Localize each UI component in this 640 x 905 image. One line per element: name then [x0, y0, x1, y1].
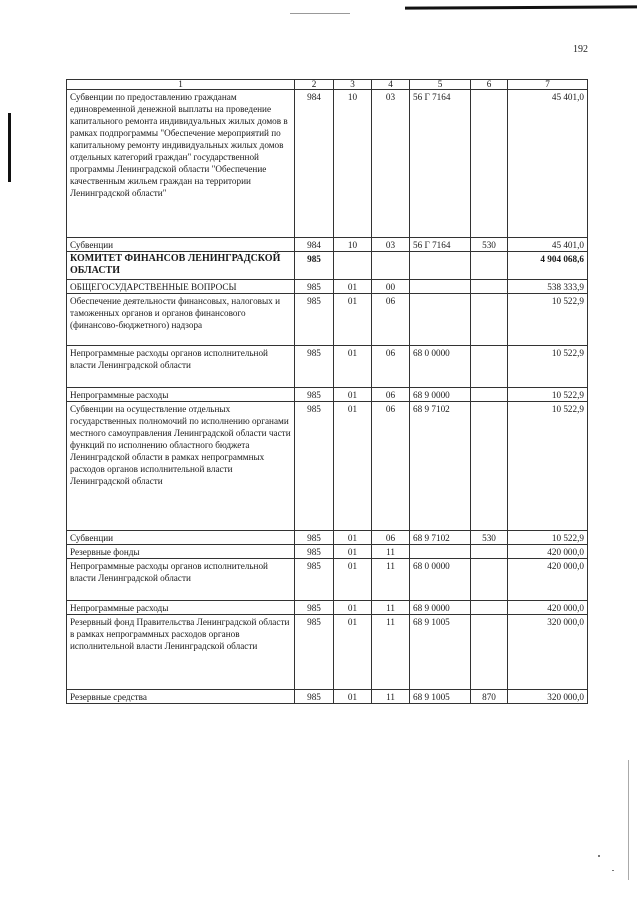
column-header: 5: [410, 80, 471, 90]
scan-artifact-line: [290, 13, 350, 14]
ministry-code: 985: [295, 615, 334, 690]
scan-artifact-line: [405, 5, 637, 9]
subsection-code: 06: [372, 402, 410, 531]
target-article-code: [410, 545, 471, 559]
scan-speck: [612, 870, 614, 871]
amount: 320 000,0: [508, 690, 588, 704]
ministry-code: 985: [295, 252, 334, 280]
section-code: 10: [334, 90, 372, 238]
target-article-code: 68 0 0000: [410, 346, 471, 388]
amount: 10 522,9: [508, 402, 588, 531]
subsection-code: [372, 252, 410, 280]
target-article-code: [410, 280, 471, 294]
expense-type-code: [471, 388, 508, 402]
expense-name: Резервные средства: [67, 690, 295, 704]
expense-name: Обеспечение деятельности финансовых, налоговых и таможенных органов и органов финансового (финансово-бюджетного) надзора: [67, 294, 295, 346]
table-row: [67, 545, 588, 559]
table-row: [67, 559, 588, 601]
subsection-code: 06: [372, 388, 410, 402]
expense-name: ОБЩЕГОСУДАРСТВЕННЫЕ ВОПРОСЫ: [67, 280, 295, 294]
column-header: 6: [471, 80, 508, 90]
section-code: 01: [334, 346, 372, 388]
expense-type-code: [471, 280, 508, 294]
section-code: 01: [334, 294, 372, 346]
subsection-code: 06: [372, 294, 410, 346]
ministry-code: 985: [295, 690, 334, 704]
column-header: 3: [334, 80, 372, 90]
section-code: 01: [334, 280, 372, 294]
expense-type-code: [471, 601, 508, 615]
amount: 420 000,0: [508, 601, 588, 615]
section-code: 01: [334, 615, 372, 690]
ministry-code: 985: [295, 294, 334, 346]
expense-name: Субвенции по предоставлению гражданам единовременной денежной выплаты на проведение капитального ремонта индивидуальных жилых домов в рамках подпрограммы "Обеспечение мероприятий по капитальному ремонту индивидуальных жилых домов отдельных категорий граждан" государственной программы Ленинградской области "Обеспечение качественным жильем граждан на территории Ленинградской области": [67, 90, 295, 238]
amount: 10 522,9: [508, 294, 588, 346]
ministry-code: 984: [295, 238, 334, 252]
amount: 420 000,0: [508, 559, 588, 601]
ministry-code: 985: [295, 531, 334, 545]
budget-table: [66, 79, 588, 704]
target-article-code: [410, 252, 471, 280]
expense-type-code: [471, 559, 508, 601]
ministry-code: 985: [295, 280, 334, 294]
expense-name: Непрограммные расходы органов исполнительной власти Ленинградской области: [67, 346, 295, 388]
expense-name: Непрограммные расходы органов исполнительной власти Ленинградской области: [67, 559, 295, 601]
target-article-code: 68 9 1005: [410, 690, 471, 704]
scan-speck: [598, 855, 600, 857]
section-code: 01: [334, 531, 372, 545]
page-number: 192: [573, 44, 588, 55]
expense-name: Непрограммные расходы: [67, 388, 295, 402]
expense-type-code: [471, 294, 508, 346]
amount: 45 401,0: [508, 90, 588, 238]
amount: 45 401,0: [508, 238, 588, 252]
column-header: 4: [372, 80, 410, 90]
target-article-code: 68 9 1005: [410, 615, 471, 690]
ministry-code: 985: [295, 559, 334, 601]
column-header: 2: [295, 80, 334, 90]
subsection-code: 11: [372, 545, 410, 559]
table-row: [67, 601, 588, 615]
section-code: 01: [334, 402, 372, 531]
table-row: [67, 388, 588, 402]
expense-name: КОМИТЕТ ФИНАНСОВ ЛЕНИНГРАДСКОЙ ОБЛАСТИ: [67, 252, 295, 280]
amount: 538 333,9: [508, 280, 588, 294]
subsection-code: 11: [372, 559, 410, 601]
subsection-code: 03: [372, 90, 410, 238]
scan-artifact-margin-bar: [8, 113, 11, 182]
subsection-code: 11: [372, 601, 410, 615]
expense-type-code: [471, 252, 508, 280]
expense-name: Субвенции: [67, 531, 295, 545]
section-code: 01: [334, 388, 372, 402]
target-article-code: 56 Г 7164: [410, 90, 471, 238]
table-row: [67, 615, 588, 690]
expense-type-code: 870: [471, 690, 508, 704]
subsection-code: 03: [372, 238, 410, 252]
table-row: [67, 346, 588, 388]
section-code: 01: [334, 601, 372, 615]
target-article-code: 68 9 0000: [410, 601, 471, 615]
target-article-code: [410, 294, 471, 346]
section-code: [334, 252, 372, 280]
table-header-row: [67, 80, 588, 90]
ministry-code: 985: [295, 388, 334, 402]
expense-type-code: 530: [471, 531, 508, 545]
expense-name: Резервные фонды: [67, 545, 295, 559]
scan-artifact-edge: [628, 760, 629, 880]
expense-name: Субвенции на осуществление отдельных государственных полномочий по исполнению органами местного самоуправления Ленинградской области части функций по исполнению областного бюджета Ленинградской области в рамках непрограммных расходов органов исполнительной власти Ленинградской области: [67, 402, 295, 531]
ministry-code: 985: [295, 601, 334, 615]
expense-type-code: [471, 615, 508, 690]
expense-type-code: [471, 545, 508, 559]
subsection-code: 11: [372, 615, 410, 690]
expense-name: Непрограммные расходы: [67, 601, 295, 615]
expense-type-code: [471, 90, 508, 238]
subsection-code: 00: [372, 280, 410, 294]
table-row: [67, 690, 588, 704]
ministry-code: 985: [295, 346, 334, 388]
table-row: [67, 402, 588, 531]
column-header: 7: [508, 80, 588, 90]
table-row: [67, 90, 588, 238]
section-code: 01: [334, 559, 372, 601]
table-row: [67, 294, 588, 346]
ministry-code: 985: [295, 402, 334, 531]
amount: 10 522,9: [508, 531, 588, 545]
expense-name: Субвенции: [67, 238, 295, 252]
subsection-code: 06: [372, 531, 410, 545]
section-code: 10: [334, 238, 372, 252]
table-row: [67, 280, 588, 294]
expense-type-code: 530: [471, 238, 508, 252]
ministry-code: 984: [295, 90, 334, 238]
expense-type-code: [471, 346, 508, 388]
subsection-code: 06: [372, 346, 410, 388]
expense-type-code: [471, 402, 508, 531]
target-article-code: 68 0 0000: [410, 559, 471, 601]
section-code: 01: [334, 690, 372, 704]
amount: 320 000,0: [508, 615, 588, 690]
column-header: 1: [67, 80, 295, 90]
subsection-code: 11: [372, 690, 410, 704]
amount: 10 522,9: [508, 388, 588, 402]
table-row: [67, 252, 588, 280]
section-code: 01: [334, 545, 372, 559]
expense-name: Резервный фонд Правительства Ленинградской области в рамках непрограммных расходов органов исполнительной власти Ленинградской области: [67, 615, 295, 690]
target-article-code: 68 9 7102: [410, 402, 471, 531]
table-row: [67, 238, 588, 252]
target-article-code: 56 Г 7164: [410, 238, 471, 252]
table-row: [67, 531, 588, 545]
amount: 10 522,9: [508, 346, 588, 388]
amount: 4 904 068,6: [508, 252, 588, 280]
ministry-code: 985: [295, 545, 334, 559]
amount: 420 000,0: [508, 545, 588, 559]
target-article-code: 68 9 7102: [410, 531, 471, 545]
target-article-code: 68 9 0000: [410, 388, 471, 402]
